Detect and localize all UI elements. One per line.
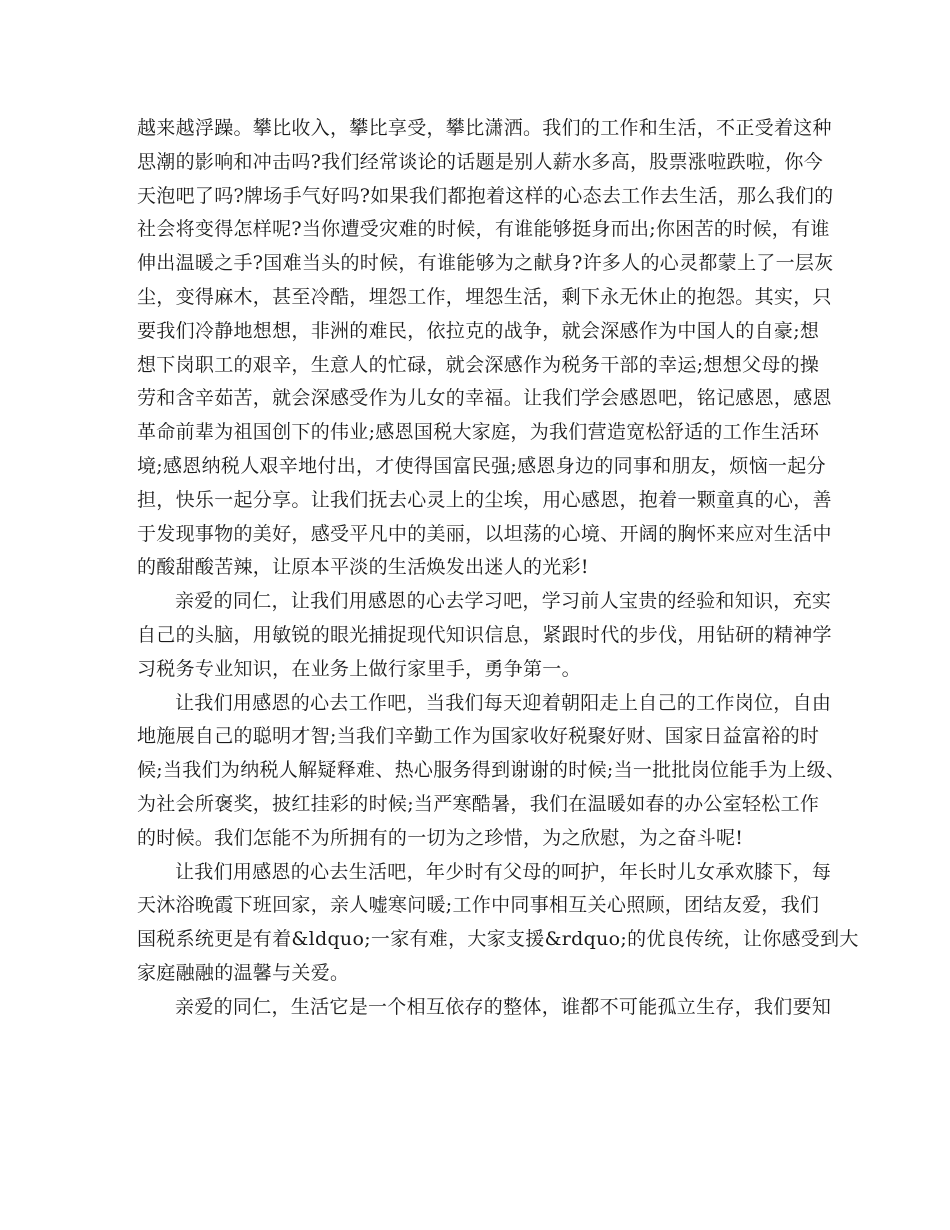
text-line: 于发现事物的美好，感受平凡中的美丽，以坦荡的心境、开阔的胸怀来应对生活中 [137, 522, 832, 545]
text-line: 让我们用感恩的心去工作吧，当我们每天迎着朝阳走上自己的工作岗位，自由 [175, 691, 832, 714]
text-line: 思潮的影响和冲击吗?我们经常谈论的话题是别人薪水多高，股票涨啦跌啦，你今 [137, 150, 823, 173]
text-line: 想下岗职工的艰辛，生意人的忙碌，就会深感作为税务干部的幸运;想想父母的操 [137, 353, 820, 376]
text-line: 伸出温暖之手?国难当头的时候，有谁能够为之献身?许多人的心灵都蒙上了一层灰 [137, 252, 834, 275]
text-line: 亲爱的同仁，生活它是一个相互依存的整体，谁都不可能孤立生存，我们要知 [175, 995, 832, 1018]
text-line: 境;感恩纳税人艰辛地付出，才使得国富民强;感恩身边的同事和朋友，烦恼一起分 [137, 454, 826, 477]
text-line: 地施展自己的聪明才智;当我们辛勤工作为国家收好税聚好财、国家日益富裕的时 [137, 725, 820, 748]
text-line: 为社会所褒奖，披红挂彩的时候;当严寒酷暑，我们在温暖如春的办公室轻松工作 [137, 792, 820, 815]
text-line: 候;当我们为纳税人解疑释难、热心服务得到谢谢的时候;当一批批岗位能手为上级、 [137, 759, 846, 782]
text-line: 让我们用感恩的心去生活吧，年少时有父母的呵护，年长时儿女承欢膝下，每 [175, 860, 832, 883]
text-line: 要我们冷静地想想，非洲的难民，依拉克的战争，就会深感作为中国人的自豪;想 [137, 319, 820, 342]
text-line: 的时候。我们怎能不为所拥有的一切为之珍惜，为之欣慰，为之奋斗呢! [137, 826, 744, 849]
text-line: 习税务专业知识，在业务上做行家里手，勇争第一。 [137, 657, 581, 680]
text-line: 天泡吧了吗?牌场手气好吗?如果我们都抱着这样的心态去工作去生活，那么我们的 [137, 184, 834, 207]
text-line: 社会将变得怎样呢?当你遭受灾难的时候，有谁能够挺身而出;你困苦的时候，有谁 [137, 218, 830, 241]
text-line: 天沐浴晚霞下班回家，亲人嘘寒问暖;工作中同事相互关心照顾，团结友爱，我们 [137, 894, 820, 917]
text-line: 越来越浮躁。攀比收入，攀比享受，攀比潇洒。我们的工作和生活，不正受着这种 [137, 117, 832, 139]
text-line: 革命前辈为祖国创下的伟业;感恩国税大家庭，为我们营造宽松舒适的工作生活环 [137, 421, 820, 444]
text-line: 亲爱的同仁，让我们用感恩的心去学习吧，学习前人宝贵的经验和知识，充实 [175, 590, 832, 613]
text-line: 自己的头脑，用敏锐的眼光捕捉现代知识信息，紧跟时代的步伐，用钻研的精神学 [137, 623, 832, 646]
text-line: 的酸甜酸苦辣，让原本平淡的生活焕发出迷人的光彩! [137, 556, 589, 579]
text-line: 尘，变得麻木，甚至冷酷，埋怨工作，埋怨生活，剩下永无休止的抱怨。其实，只 [137, 285, 832, 308]
body-text [137, 112, 859, 1025]
text-line: 国税系统更是有着&ldquo;一家有难，大家支援&rdquo;的优良传统，让你感受到大 [137, 928, 859, 951]
text-line: 家庭融融的温馨与关爱。 [137, 961, 350, 984]
text-line: 担，快乐一起分享。让我们抚去心灵上的尘埃，用心感恩，抱着一颗童真的心，善 [137, 488, 832, 511]
text-line: 劳和含辛茹苦，就会深感受作为儿女的幸福。让我们学会感恩吧，铭记感恩，感恩 [137, 387, 832, 410]
